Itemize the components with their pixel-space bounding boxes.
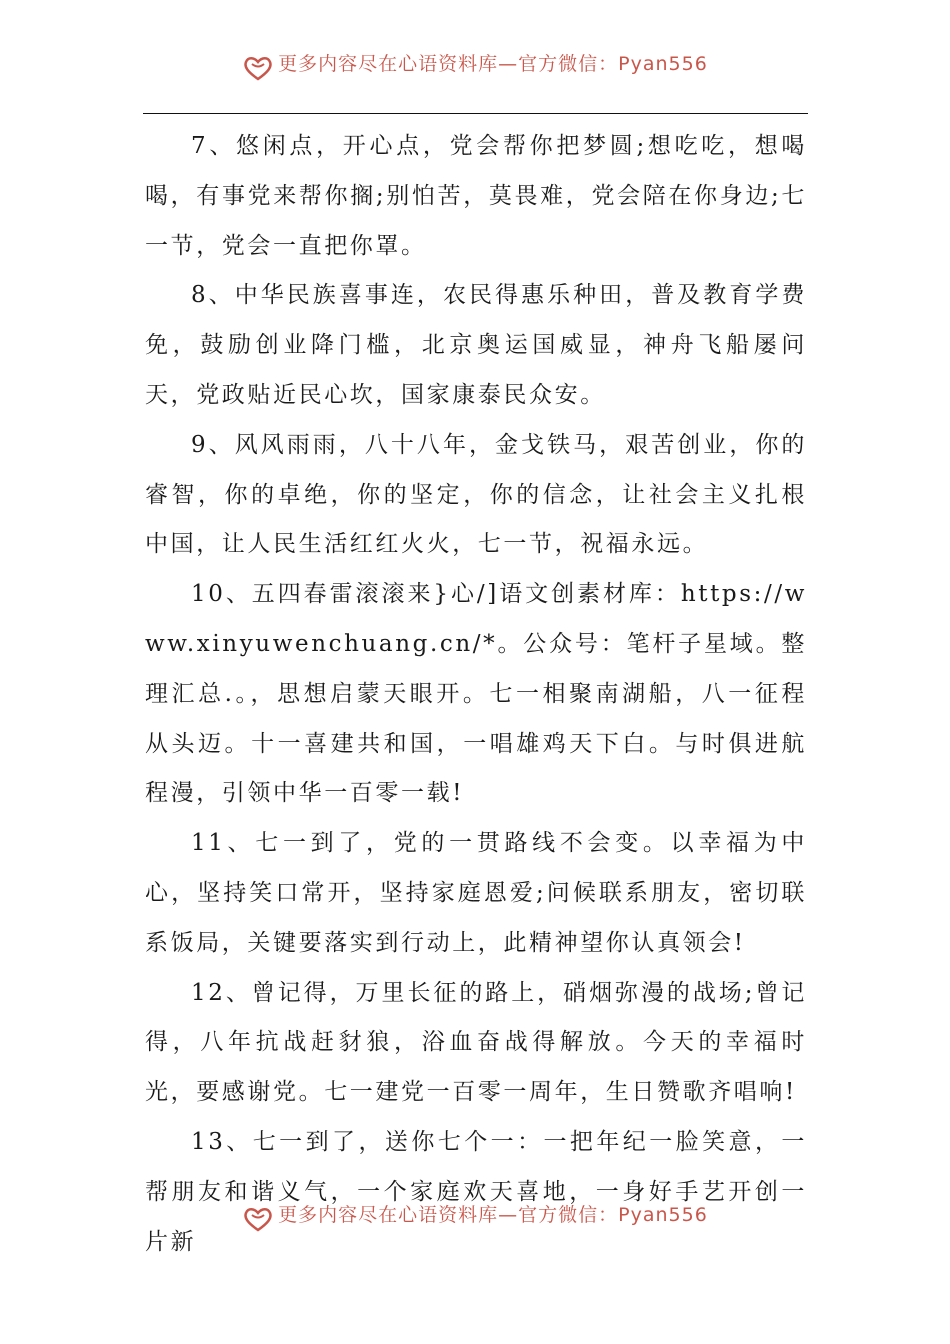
footer-watermark: [0, 1199, 950, 1239]
watermark-text: 更多内容尽在心语资料库—官方微信：Pyan556: [278, 52, 708, 75]
paragraph-9: 9、风风雨雨，八十八年，金戈铁马，艰苦创业，你的睿智，你的卓绝，你的坚定，你的信念，让社会主义扎根中国，让人民生活红红火火，七一节，祝福永远。: [145, 431, 807, 558]
paragraph-10: 10、五四春雷滚滚来}心/]语文创素材库：https://www.xinyuwenchuang.cn/*。公众号：笔杆子星域。整理汇总.。，思想启蒙天眼开。七一相聚南湖船，八一征程从头迈。十一喜建共和国，一唱雄鸡天下白。与时俱进航程漫，引领中华一百零一载!: [145, 581, 807, 807]
paragraph-7: 7、悠闲点，开心点，党会帮你把梦圆;想吃吃，想喝喝，有事党来帮你搁;别怕苦，莫畏难，党会陪在你身边;七一节，党会一直把你罩。: [145, 133, 807, 259]
paragraph-12: 12、曾记得，万里长征的路上，硝烟弥漫的战场;曾记得，八年抗战赶豺狼，浴血奋战得解放。今天的幸福时光，要感谢党。七一建党一百零一周年，生日赞歌齐唱响!: [145, 979, 807, 1106]
paragraph-13: 13、七一到了，送你七个一：一把年纪一脸笑意，一帮朋友和谐义气，一个家庭欢天喜地，一身好手艺开创一片新: [145, 1128, 807, 1255]
document-body: [145, 122, 807, 1267]
paragraph-8: 8、中华民族喜事连，农民得惠乐种田，普及教育学费免，鼓励创业降门槛，北京奥运国威显，神舟飞船屡问天，党政贴近民心坎，国家康泰民众安。: [145, 282, 807, 408]
paragraph-11: 11、七一到了，党的一贯路线不会变。以幸福为中心，坚持笑口常开，坚持家庭恩爱;问候联系朋友，密切联系饭局，关键要落实到行动上，此精神望你认真领会!: [145, 830, 807, 956]
header-watermark: [0, 48, 950, 88]
heart-logo-icon: [242, 55, 274, 81]
watermark-text: 更多内容尽在心语资料库—官方微信：Pyan556: [278, 1203, 708, 1226]
heart-logo-icon: [242, 1206, 274, 1232]
header-rule: [143, 113, 808, 114]
